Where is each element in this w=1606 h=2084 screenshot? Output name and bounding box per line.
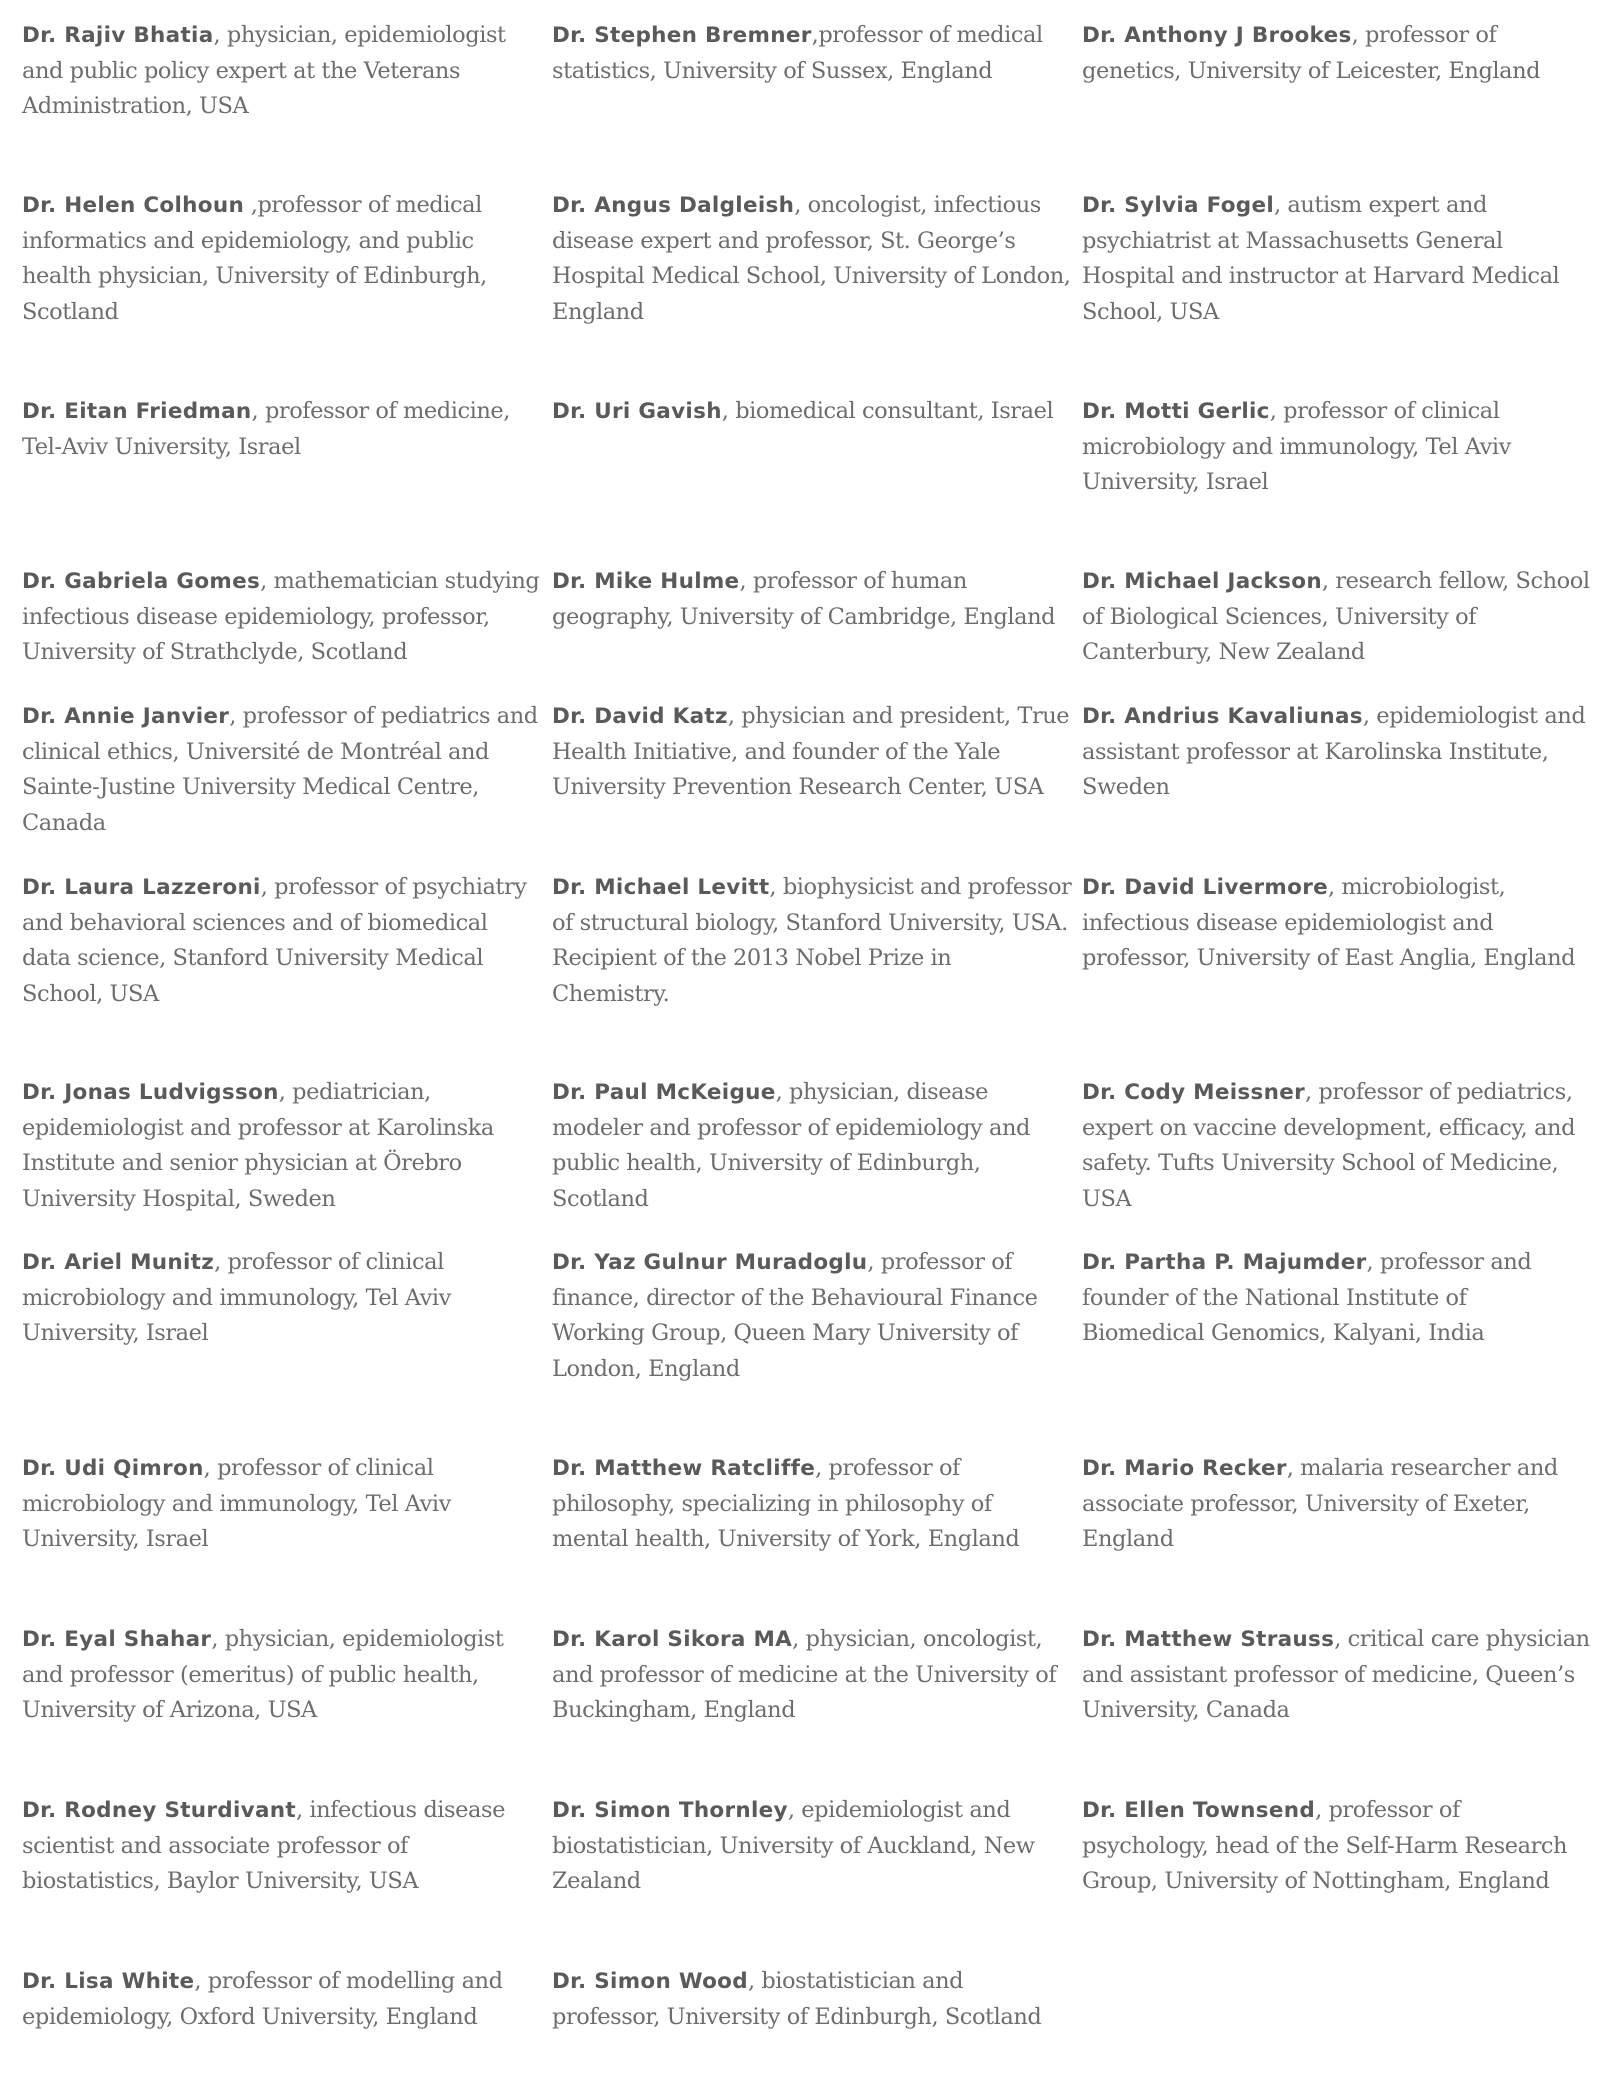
signatory-description: , pediatrician, epidemiologist and professor at Karolinska Institute and senior physician at Örebro University Hospital, Sweden — [22, 1079, 494, 1212]
signatory-name: Dr. Lisa White — [22, 1969, 195, 1994]
signatory-entry — [22, 1075, 552, 1245]
signatory-entry — [552, 394, 1082, 564]
signatory-description: , professor of pediatrics and clinical ethics, Université de Montréal and Sainte-Justine University Medical Centre, Canada — [22, 703, 538, 836]
signatory-description: , epidemiologist and assistant professor at Karolinska Institute, Sweden — [1082, 703, 1586, 800]
signatory-description: , physician, epidemiologist and professor (emeritus) of public health, University of Arizona, USA — [22, 1626, 504, 1723]
signatory-name: Dr. Laura Lazzeroni — [22, 875, 261, 900]
signatory-name: Dr. Eyal Shahar — [22, 1627, 212, 1652]
signatory-name: Dr. Michael Jackson — [1082, 569, 1322, 594]
signatory-description: , professor of human geography, University of Cambridge, England — [552, 568, 1056, 630]
signatory-description: , critical care physician and assistant professor of medicine, Queen’s University, Canada — [1082, 1626, 1590, 1723]
signatory-name: Dr. Annie Janvier — [22, 704, 230, 729]
signatory-description: , professor of clinical microbiology and immunology, Tel Aviv University, Israel — [22, 1249, 451, 1346]
signatory-description: ,professor of medical informatics and epidemiology, and public health physician, University of Edinburgh, Scotland — [22, 192, 487, 325]
signatory-description: , professor of psychology, head of the Self-Harm Research Group, University of Nottingham, England — [1082, 1797, 1568, 1894]
signatory-description: ,professor of medical statistics, University of Sussex, England — [552, 22, 1043, 84]
signatory-entry — [552, 564, 1082, 699]
signatory-description: , oncologist, infectious disease expert and professor, St. George’s Hospital Medical School, University of London, England — [552, 192, 1071, 325]
signatory-name: Dr. Udi Qimron — [22, 1456, 204, 1481]
signatory-name: Dr. Sylvia Fogel — [1082, 193, 1275, 218]
signatory-entry — [552, 870, 1082, 1075]
signatory-entry — [552, 18, 1082, 188]
signatory-description: , professor of modelling and epidemiology, Oxford University, England — [22, 1968, 503, 2030]
signatory-description: , biophysicist and professor of structural biology, Stanford University, USA. — [552, 874, 1072, 936]
signatory-name: Dr. Angus Dalgleish — [552, 193, 795, 218]
signatory-description: , physician, epidemiologist and public policy expert at the Veterans Administration, USA — [22, 22, 506, 119]
signatory-list — [22, 18, 1602, 2084]
signatory-description: , biostatistician and professor, University of Edinburgh, Scotland — [552, 1968, 1042, 2030]
signatory-name: Dr. Paul McKeigue — [552, 1080, 776, 1105]
signatory-entry — [22, 1451, 552, 1622]
signatory-description: , professor of philosophy, specializing in philosophy of mental health, University of York, England — [552, 1455, 1020, 1552]
signatory-entry — [1082, 1622, 1602, 1793]
signatory-description: , infectious disease scientist and associate professor of biostatistics, Baylor University, USA — [22, 1797, 505, 1894]
signatory-entry — [1082, 1793, 1602, 1964]
signatory-name: Dr. Uri Gavish — [552, 399, 722, 424]
signatory-entry — [22, 1793, 552, 1964]
signatory-description: , professor of genetics, University of Leicester, England — [1082, 22, 1541, 84]
signatory-description: , professor of clinical microbiology and immunology, Tel Aviv University, Israel — [1082, 398, 1511, 495]
signatory-name: Dr. Karol Sikora MA — [552, 1627, 793, 1652]
signatory-description: , professor of pediatrics, expert on vaccine development, efficacy, and safety. Tufts University School of Medicine, USA — [1082, 1079, 1576, 1212]
signatory-description: , mathematician studying infectious disease epidemiology, professor, University of Strathclyde, Scotland — [22, 568, 540, 665]
signatory-entry — [1082, 699, 1602, 870]
signatory-name: Dr. Mike Hulme — [552, 569, 740, 594]
signatory-entry — [552, 699, 1082, 870]
signatory-description: , autism expert and psychiatrist at Massachusetts General Hospital and instructor at Harvard Medical School, USA — [1082, 192, 1560, 325]
signatory-name: Dr. Gabriela Gomes — [22, 569, 261, 594]
signatory-description: , professor of psychiatry and behavioral sciences and of biomedical data science, Stanford University Medical School, USA — [22, 874, 527, 1007]
signatory-name: Dr. Rajiv Bhatia — [22, 23, 214, 48]
signatory-entry — [1082, 188, 1602, 394]
signatory-entry — [22, 394, 552, 564]
signatory-entry — [22, 1622, 552, 1793]
signatory-name: Dr. Stephen Bremner — [552, 23, 812, 48]
signatory-name: Dr. Anthony J Brookes — [1082, 23, 1352, 48]
signatory-entry — [22, 564, 552, 699]
signatory-entry — [552, 1245, 1082, 1451]
signatory-name: Dr. Helen Colhoun — [22, 193, 245, 218]
signatory-name: Dr. Motti Gerlic — [1082, 399, 1270, 424]
signatory-name: Dr. Cody Meissner — [1082, 1080, 1306, 1105]
signatory-description: , research fellow, School of Biological Sciences, University of Canterbury, New Zealand — [1082, 568, 1590, 665]
signatory-entry — [1082, 394, 1602, 564]
signatory-entry — [22, 1245, 552, 1451]
signatory-name: Dr. Simon Wood — [552, 1969, 748, 1994]
signatory-name: Dr. Partha P. Majumder — [1082, 1250, 1367, 1275]
signatory-description: , professor of medicine, Tel-Aviv University, Israel — [22, 398, 510, 460]
signatory-name: Dr. Michael Levitt — [552, 875, 770, 900]
signatory-entry — [22, 1964, 552, 2084]
signatory-name: Dr. Mario Recker — [1082, 1456, 1287, 1481]
signatory-entry — [1082, 564, 1602, 699]
signatory-note: Recipient of the 2013 Nobel Prize in Chemistry. — [552, 945, 952, 1007]
signatory-name: Dr. David Livermore — [1082, 875, 1328, 900]
signatory-entry — [552, 1964, 1082, 2084]
signatory-entry — [552, 1451, 1082, 1622]
signatory-name: Dr. Ellen Townsend — [1082, 1798, 1316, 1823]
signatory-name: Dr. Matthew Ratcliffe — [552, 1456, 816, 1481]
signatory-name: Dr. Rodney Sturdivant — [22, 1798, 296, 1823]
signatory-description: , malaria researcher and associate professor, University of Exeter, England — [1082, 1455, 1558, 1552]
signatory-description: , professor and founder of the National Institute of Biomedical Genomics, Kalyani, India — [1082, 1249, 1532, 1346]
signatory-entry — [1082, 1245, 1602, 1451]
signatory-entry — [22, 188, 552, 394]
signatory-name: Dr. Jonas Ludvigsson — [22, 1080, 279, 1105]
signatory-description: , physician, disease modeler and professor of epidemiology and public health, University of Edinburgh, Scotland — [552, 1079, 1030, 1212]
signatory-entry — [552, 1793, 1082, 1964]
signatory-entry — [22, 699, 552, 870]
signatory-description: , physician and president, True Health Initiative, and founder of the Yale University Prevention Research Center, USA — [552, 703, 1070, 800]
signatory-description: , microbiologist, infectious disease epidemiologist and professor, University of East Anglia, England — [1082, 874, 1576, 971]
signatory-entry — [22, 870, 552, 1075]
signatory-entry — [1082, 1075, 1602, 1245]
signatory-name: Dr. Andrius Kavaliunas — [1082, 704, 1363, 729]
signatory-description: , professor of clinical microbiology and immunology, Tel Aviv University, Israel — [22, 1455, 451, 1552]
signatory-name: Dr. Yaz Gulnur Muradoglu — [552, 1250, 868, 1275]
signatory-description: , professor of finance, director of the Behavioural Finance Working Group, Queen Mary University of London, England — [552, 1249, 1038, 1382]
signatory-name: Dr. Matthew Strauss — [1082, 1627, 1335, 1652]
signatory-entry — [1082, 870, 1602, 1075]
signatory-name: Dr. Simon Thornley — [552, 1798, 788, 1823]
signatory-entry — [552, 1075, 1082, 1245]
signatory-entry — [552, 1622, 1082, 1793]
signatory-entry — [552, 188, 1082, 394]
signatory-entry — [1082, 1451, 1602, 1622]
signatory-name: Dr. David Katz — [552, 704, 728, 729]
signatory-entry — [1082, 18, 1602, 188]
signatory-description: , biomedical consultant, Israel — [721, 398, 1054, 424]
signatory-name: Dr. Ariel Munitz — [22, 1250, 215, 1275]
signatory-name: Dr. Eitan Friedman — [22, 399, 252, 424]
signatory-description: , epidemiologist and biostatistician, University of Auckland, New Zealand — [552, 1797, 1035, 1894]
signatory-entry — [1082, 1964, 1602, 2084]
signatory-entry — [22, 18, 552, 188]
signatory-description: , physician, oncologist, and professor of medicine at the University of Buckingham, England — [552, 1626, 1057, 1723]
